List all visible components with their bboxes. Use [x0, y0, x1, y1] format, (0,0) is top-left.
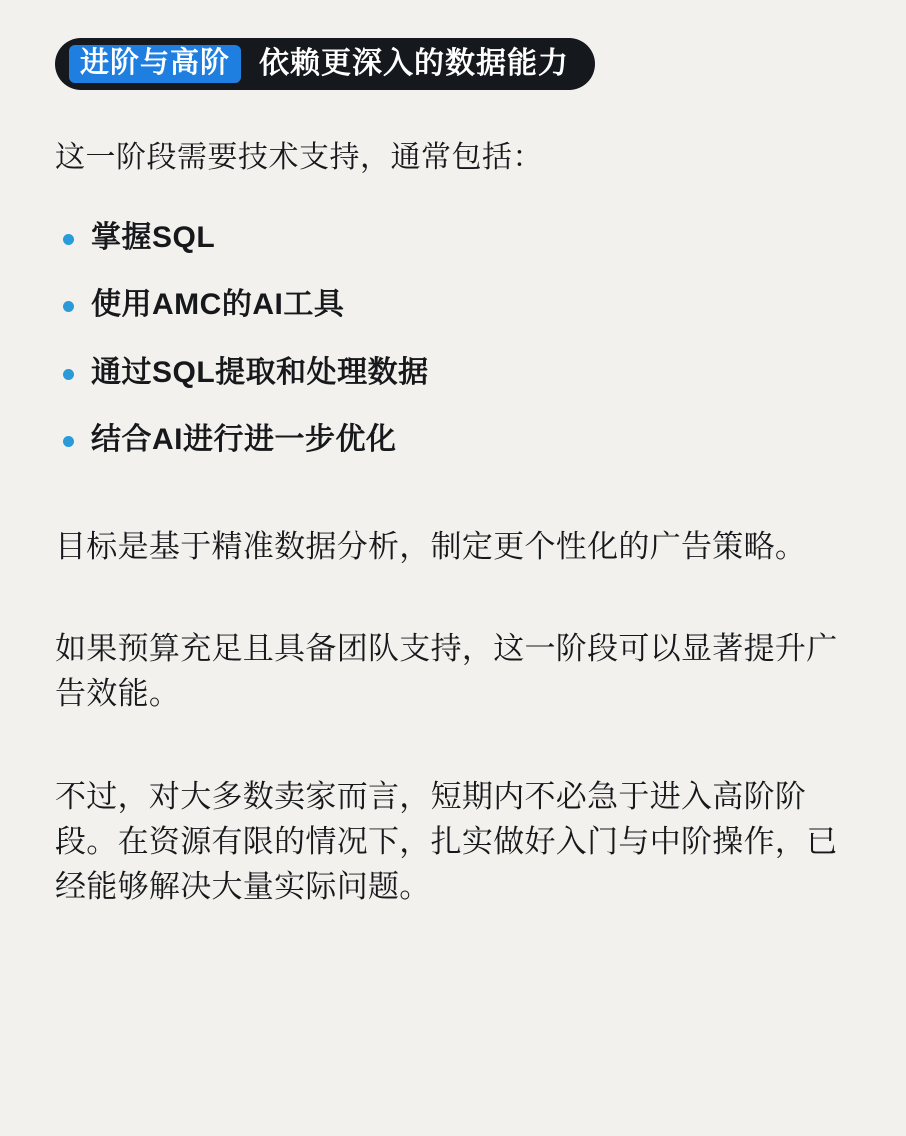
body-paragraph-1: 目标是基于精准数据分析，制定更个性化的广告策略。: [55, 528, 807, 564]
list-item: [55, 219, 851, 257]
section-badge: 进阶与高阶: [69, 45, 241, 83]
list-item-label: 掌握SQL: [91, 220, 216, 254]
bullet-dot-icon: [63, 301, 74, 312]
bullet-dot-icon: [63, 234, 74, 245]
list-item: [55, 421, 851, 459]
bullet-list: [55, 219, 851, 459]
section-title: 依赖更深入的数据能力: [259, 47, 570, 81]
body-paragraph-3: 不过，对大多数卖家而言，短期内不必急于进入高阶阶段。在资源有限的情况下，扎实做好入门与中阶操作，已经能够解决大量实际问题。: [55, 779, 838, 905]
section-header-pill: [55, 38, 595, 90]
list-item: [55, 354, 851, 392]
bullet-dot-icon: [63, 369, 74, 380]
body-paragraph-2: 如果预算充足且具备团队支持，这一阶段可以显著提升广告效能。: [55, 631, 838, 712]
intro-paragraph: 这一阶段需要技术支持，通常包括：: [55, 141, 543, 174]
list-item-label: 结合AI进行进一步优化: [91, 423, 397, 456]
bullet-dot-icon: [63, 436, 74, 447]
list-item-label: 通过SQL提取和处理数据: [91, 355, 429, 389]
list-item-label: 使用AMC的AI工具: [91, 288, 345, 321]
list-item: [55, 286, 851, 324]
